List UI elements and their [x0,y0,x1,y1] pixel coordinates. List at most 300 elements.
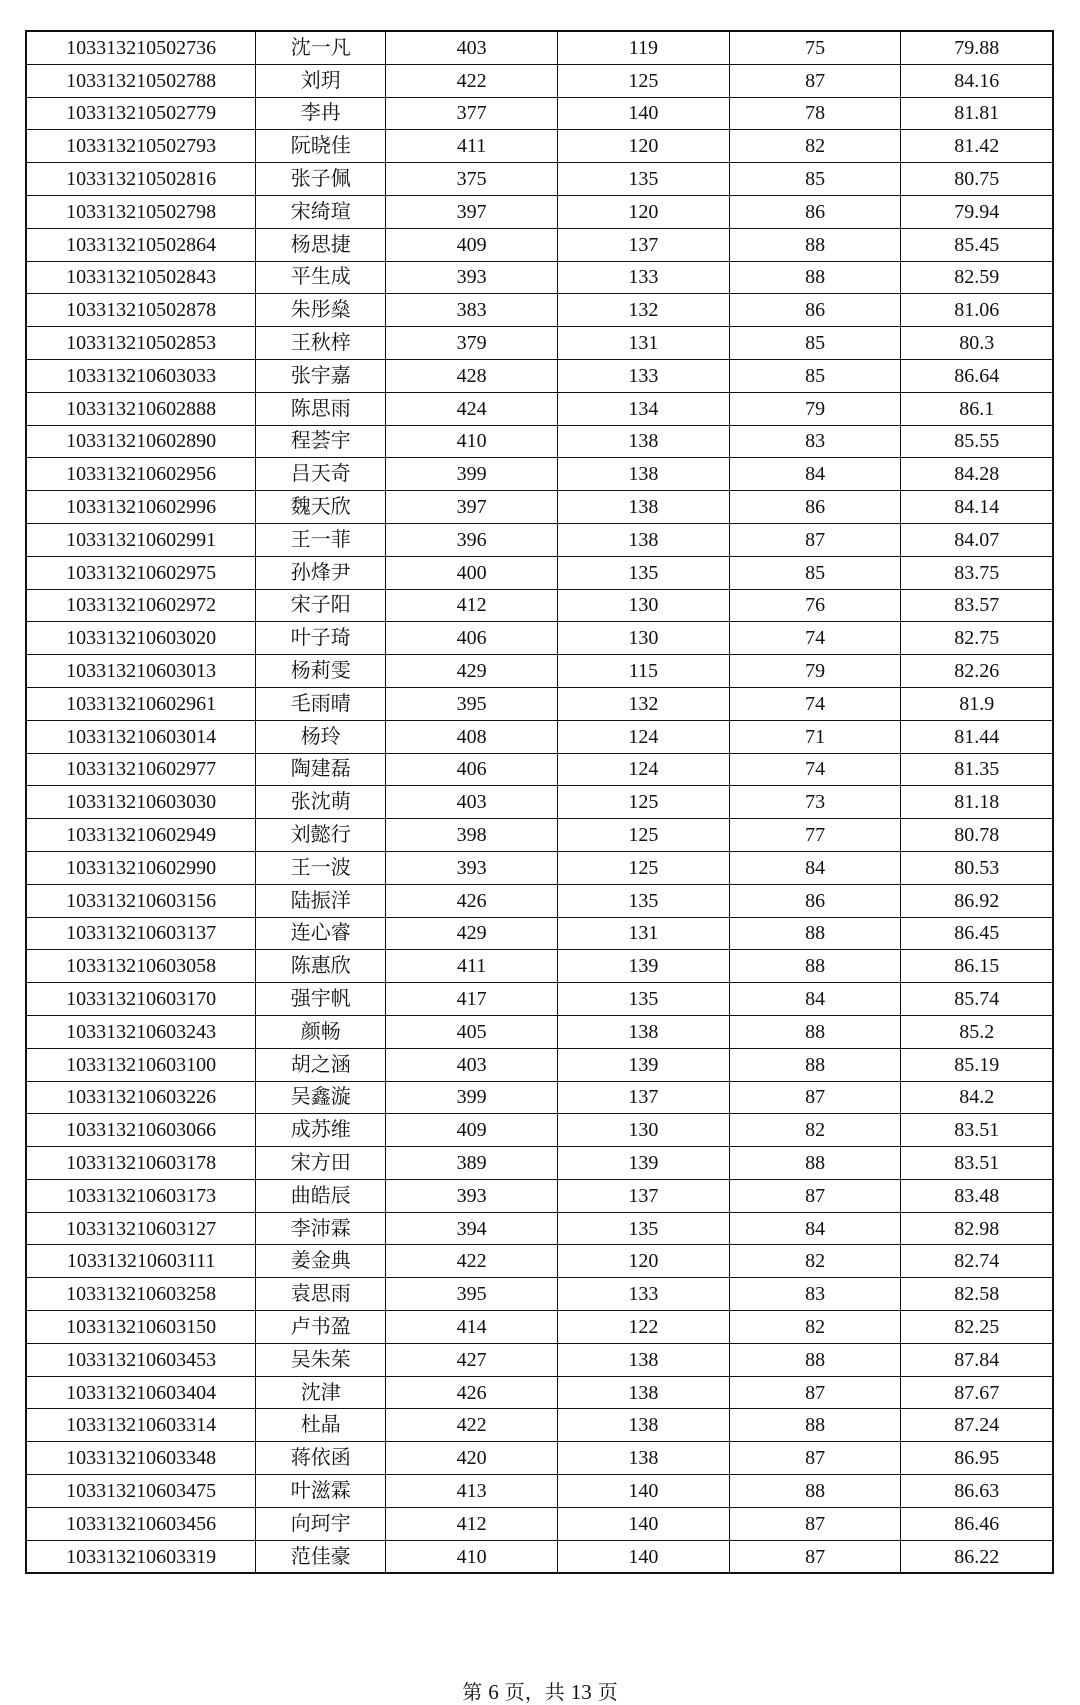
score-cell-2: 138 [558,1343,730,1376]
candidate-id-cell: 103313210502816 [26,163,256,196]
score-cell-3: 88 [729,917,901,950]
score-cell-2: 125 [558,851,730,884]
name-cell: 杜晶 [256,1409,386,1442]
candidate-id-cell: 103313210602961 [26,687,256,720]
name-cell: 朱彤燊 [256,294,386,327]
score-cell-1: 428 [386,359,558,392]
score-cell-1: 393 [386,851,558,884]
score-cell-1: 406 [386,753,558,786]
table-row [26,950,1053,983]
score-cell-2: 138 [558,523,730,556]
score-cell-2: 130 [558,589,730,622]
total-score-cell: 82.59 [901,261,1053,294]
score-cell-2: 138 [558,1442,730,1475]
score-cell-3: 87 [729,523,901,556]
candidate-id-cell: 103313210502853 [26,327,256,360]
table-row [26,1245,1053,1278]
score-cell-1: 395 [386,1278,558,1311]
total-score-cell: 81.35 [901,753,1053,786]
candidate-id-cell: 103313210603170 [26,983,256,1016]
candidate-id-cell: 103313210603243 [26,1015,256,1048]
score-table [25,30,1054,1574]
name-cell: 李沛霖 [256,1212,386,1245]
score-cell-3: 84 [729,983,901,1016]
name-cell: 王一菲 [256,523,386,556]
score-cell-2: 135 [558,1212,730,1245]
score-cell-3: 85 [729,163,901,196]
name-cell: 向珂宇 [256,1507,386,1540]
score-cell-3: 74 [729,753,901,786]
total-score-cell: 85.74 [901,983,1053,1016]
score-cell-3: 86 [729,294,901,327]
table-row [26,1278,1053,1311]
total-score-cell: 83.57 [901,589,1053,622]
score-cell-2: 120 [558,1245,730,1278]
score-cell-2: 139 [558,950,730,983]
name-cell: 曲皓辰 [256,1179,386,1212]
table-row [26,1081,1053,1114]
score-cell-3: 88 [729,950,901,983]
name-cell: 平生成 [256,261,386,294]
name-cell: 张宇嘉 [256,359,386,392]
total-score-cell: 79.88 [901,31,1053,64]
score-cell-1: 403 [386,786,558,819]
name-cell: 宋子阳 [256,589,386,622]
total-score-cell: 83.48 [901,1179,1053,1212]
score-cell-2: 133 [558,359,730,392]
score-cell-1: 397 [386,491,558,524]
score-cell-3: 83 [729,1278,901,1311]
candidate-id-cell: 103313210603150 [26,1311,256,1344]
score-cell-2: 140 [558,1475,730,1508]
name-cell: 宋方田 [256,1147,386,1180]
score-cell-2: 138 [558,458,730,491]
candidate-id-cell: 103313210603058 [26,950,256,983]
name-cell: 程荟宇 [256,425,386,458]
total-score-cell: 83.51 [901,1147,1053,1180]
name-cell: 陆振洋 [256,884,386,917]
score-cell-2: 137 [558,1081,730,1114]
total-score-cell: 81.81 [901,97,1053,130]
score-cell-3: 87 [729,1507,901,1540]
score-cell-3: 88 [729,1015,901,1048]
score-cell-3: 87 [729,64,901,97]
score-cell-2: 135 [558,556,730,589]
score-cell-2: 130 [558,1114,730,1147]
score-cell-1: 396 [386,523,558,556]
total-score-cell: 80.3 [901,327,1053,360]
table-row [26,327,1053,360]
score-cell-1: 383 [386,294,558,327]
name-cell: 陈惠欣 [256,950,386,983]
score-cell-3: 85 [729,359,901,392]
score-cell-1: 398 [386,819,558,852]
name-cell: 杨思捷 [256,228,386,261]
score-cell-1: 412 [386,1507,558,1540]
table-row [26,1409,1053,1442]
name-cell: 张子佩 [256,163,386,196]
total-score-cell: 87.84 [901,1343,1053,1376]
score-cell-2: 130 [558,622,730,655]
score-cell-3: 88 [729,1409,901,1442]
candidate-id-cell: 103313210603173 [26,1179,256,1212]
score-cell-1: 411 [386,130,558,163]
total-score-cell: 81.42 [901,130,1053,163]
total-score-cell: 79.94 [901,195,1053,228]
current-page-number: 6 [488,1680,499,1704]
score-cell-2: 125 [558,64,730,97]
total-score-cell: 87.67 [901,1376,1053,1409]
score-cell-1: 414 [386,1311,558,1344]
name-cell: 王秋梓 [256,327,386,360]
candidate-id-cell: 103313210603033 [26,359,256,392]
score-cell-1: 426 [386,884,558,917]
candidate-id-cell: 103313210603111 [26,1245,256,1278]
score-cell-1: 393 [386,1179,558,1212]
total-score-cell: 83.51 [901,1114,1053,1147]
candidate-id-cell: 103313210502779 [26,97,256,130]
score-cell-3: 79 [729,392,901,425]
score-cell-3: 82 [729,1114,901,1147]
score-cell-1: 427 [386,1343,558,1376]
score-cell-3: 75 [729,31,901,64]
candidate-id-cell: 103313210502788 [26,64,256,97]
total-score-cell: 86.46 [901,1507,1053,1540]
candidate-id-cell: 103313210602972 [26,589,256,622]
candidate-id-cell: 103313210603404 [26,1376,256,1409]
candidate-id-cell: 103313210602890 [26,425,256,458]
table-row [26,753,1053,786]
candidate-id-cell: 103313210603319 [26,1540,256,1573]
total-score-cell: 86.22 [901,1540,1053,1573]
score-cell-2: 132 [558,687,730,720]
total-score-cell: 81.06 [901,294,1053,327]
table-row [26,687,1053,720]
score-cell-2: 135 [558,983,730,1016]
total-score-cell: 85.19 [901,1048,1053,1081]
candidate-id-cell: 103313210603030 [26,786,256,819]
total-score-cell: 87.24 [901,1409,1053,1442]
table-row [26,261,1053,294]
total-score-cell: 85.45 [901,228,1053,261]
candidate-id-cell: 103313210603456 [26,1507,256,1540]
score-cell-2: 137 [558,228,730,261]
table-row [26,97,1053,130]
table-row [26,228,1053,261]
score-cell-3: 88 [729,228,901,261]
table-row [26,819,1053,852]
name-cell: 吕天奇 [256,458,386,491]
candidate-id-cell: 103313210602956 [26,458,256,491]
score-cell-1: 377 [386,97,558,130]
name-cell: 强宇帆 [256,983,386,1016]
candidate-id-cell: 103313210502736 [26,31,256,64]
total-score-cell: 82.58 [901,1278,1053,1311]
score-cell-3: 84 [729,1212,901,1245]
candidate-id-cell: 103313210603156 [26,884,256,917]
name-cell: 宋绮瑄 [256,195,386,228]
score-cell-2: 134 [558,392,730,425]
score-cell-2: 124 [558,753,730,786]
name-cell: 胡之涵 [256,1048,386,1081]
table-row [26,163,1053,196]
candidate-id-cell: 103313210603258 [26,1278,256,1311]
candidate-id-cell: 103313210602977 [26,753,256,786]
table-row [26,294,1053,327]
table-row [26,851,1053,884]
score-cell-2: 119 [558,31,730,64]
name-cell: 杨玲 [256,720,386,753]
score-cell-2: 115 [558,655,730,688]
table-row [26,1540,1053,1573]
score-cell-1: 397 [386,195,558,228]
score-cell-3: 73 [729,786,901,819]
score-cell-3: 88 [729,1048,901,1081]
table-row [26,31,1053,64]
table-row [26,556,1053,589]
score-cell-3: 82 [729,130,901,163]
total-pages-number: 13 [570,1680,592,1704]
score-cell-2: 138 [558,491,730,524]
total-score-cell: 80.78 [901,819,1053,852]
score-cell-1: 405 [386,1015,558,1048]
score-cell-2: 140 [558,1507,730,1540]
name-cell: 陶建磊 [256,753,386,786]
total-score-cell: 82.25 [901,1311,1053,1344]
score-cell-1: 410 [386,1540,558,1573]
total-score-cell: 80.53 [901,851,1053,884]
name-cell: 陈思雨 [256,392,386,425]
table-row [26,720,1053,753]
page-footer [0,1676,1080,1705]
candidate-id-cell: 103313210502793 [26,130,256,163]
score-cell-1: 417 [386,983,558,1016]
total-score-cell: 86.63 [901,1475,1053,1508]
name-cell: 袁思雨 [256,1278,386,1311]
score-cell-3: 78 [729,97,901,130]
score-cell-3: 84 [729,458,901,491]
score-cell-3: 82 [729,1311,901,1344]
score-cell-3: 88 [729,1147,901,1180]
total-score-cell: 85.55 [901,425,1053,458]
candidate-id-cell: 103313210603127 [26,1212,256,1245]
score-cell-2: 133 [558,261,730,294]
total-score-cell: 86.45 [901,917,1053,950]
score-cell-1: 429 [386,655,558,688]
name-cell: 吴鑫漩 [256,1081,386,1114]
score-cell-2: 139 [558,1048,730,1081]
score-cell-2: 133 [558,1278,730,1311]
table-row [26,491,1053,524]
table-row [26,589,1053,622]
score-cell-2: 135 [558,884,730,917]
score-cell-3: 86 [729,884,901,917]
candidate-id-cell: 103313210603066 [26,1114,256,1147]
candidate-id-cell: 103313210603020 [26,622,256,655]
table-row [26,1114,1053,1147]
score-cell-2: 125 [558,819,730,852]
score-cell-1: 399 [386,458,558,491]
score-cell-1: 399 [386,1081,558,1114]
score-cell-1: 412 [386,589,558,622]
candidate-id-cell: 103313210502798 [26,195,256,228]
total-score-cell: 81.44 [901,720,1053,753]
candidate-id-cell: 103313210603014 [26,720,256,753]
score-cell-2: 135 [558,163,730,196]
candidate-id-cell: 103313210602991 [26,523,256,556]
score-cell-1: 411 [386,950,558,983]
name-cell: 杨莉雯 [256,655,386,688]
table-row [26,458,1053,491]
table-row [26,1343,1053,1376]
score-cell-1: 403 [386,1048,558,1081]
total-score-cell: 86.15 [901,950,1053,983]
name-cell: 叶子琦 [256,622,386,655]
score-cell-3: 85 [729,556,901,589]
score-cell-2: 138 [558,1015,730,1048]
score-cell-2: 124 [558,720,730,753]
score-cell-1: 400 [386,556,558,589]
score-cell-1: 410 [386,425,558,458]
score-cell-1: 424 [386,392,558,425]
name-cell: 刘懿行 [256,819,386,852]
candidate-id-cell: 103313210603137 [26,917,256,950]
name-cell: 沈津 [256,1376,386,1409]
candidate-id-cell: 103313210502864 [26,228,256,261]
candidate-id-cell: 103313210602888 [26,392,256,425]
table-row [26,1179,1053,1212]
name-cell: 叶滋霖 [256,1475,386,1508]
name-cell: 王一波 [256,851,386,884]
score-cell-3: 74 [729,622,901,655]
score-cell-2: 140 [558,97,730,130]
footer-suffix: 页 [597,1680,618,1704]
score-cell-3: 88 [729,1475,901,1508]
score-cell-1: 389 [386,1147,558,1180]
score-cell-1: 422 [386,1245,558,1278]
candidate-id-cell: 103313210603178 [26,1147,256,1180]
candidate-id-cell: 103313210603314 [26,1409,256,1442]
table-row [26,425,1053,458]
total-score-cell: 86.64 [901,359,1053,392]
name-cell: 孙烽尹 [256,556,386,589]
score-cell-3: 83 [729,425,901,458]
score-cell-1: 429 [386,917,558,950]
table-row [26,1147,1053,1180]
score-cell-1: 420 [386,1442,558,1475]
score-cell-2: 139 [558,1147,730,1180]
score-cell-2: 125 [558,786,730,819]
score-cell-1: 393 [386,261,558,294]
score-cell-3: 87 [729,1179,901,1212]
total-score-cell: 81.18 [901,786,1053,819]
name-cell: 李冉 [256,97,386,130]
score-cell-1: 422 [386,64,558,97]
score-cell-3: 76 [729,589,901,622]
name-cell: 阮晓佳 [256,130,386,163]
score-table-body [26,31,1053,1573]
score-cell-3: 74 [729,687,901,720]
score-cell-2: 120 [558,130,730,163]
score-cell-2: 131 [558,917,730,950]
total-score-cell: 82.75 [901,622,1053,655]
score-cell-3: 86 [729,195,901,228]
table-row [26,917,1053,950]
table-row [26,195,1053,228]
name-cell: 毛雨晴 [256,687,386,720]
table-row [26,655,1053,688]
score-cell-1: 403 [386,31,558,64]
score-cell-3: 85 [729,327,901,360]
table-row [26,1376,1053,1409]
score-cell-3: 84 [729,851,901,884]
table-row [26,1475,1053,1508]
total-score-cell: 86.95 [901,1442,1053,1475]
candidate-id-cell: 103313210603453 [26,1343,256,1376]
candidate-id-cell: 103313210602990 [26,851,256,884]
table-row [26,392,1053,425]
table-row [26,622,1053,655]
total-score-cell: 84.14 [901,491,1053,524]
score-cell-2: 120 [558,195,730,228]
score-cell-3: 71 [729,720,901,753]
name-cell: 吴朱茱 [256,1343,386,1376]
score-cell-3: 77 [729,819,901,852]
table-row [26,884,1053,917]
score-cell-3: 82 [729,1245,901,1278]
table-row [26,1311,1053,1344]
name-cell: 刘玥 [256,64,386,97]
table-row [26,523,1053,556]
score-cell-1: 426 [386,1376,558,1409]
footer-middle: 页，共 [504,1680,565,1704]
score-cell-3: 88 [729,261,901,294]
score-cell-1: 413 [386,1475,558,1508]
total-score-cell: 86.1 [901,392,1053,425]
name-cell: 魏天欣 [256,491,386,524]
score-cell-1: 408 [386,720,558,753]
total-score-cell: 82.26 [901,655,1053,688]
candidate-id-cell: 103313210502843 [26,261,256,294]
total-score-cell: 80.75 [901,163,1053,196]
name-cell: 成苏维 [256,1114,386,1147]
table-row [26,1015,1053,1048]
score-cell-2: 132 [558,294,730,327]
candidate-id-cell: 103313210603013 [26,655,256,688]
score-cell-1: 406 [386,622,558,655]
name-cell: 颜畅 [256,1015,386,1048]
score-cell-1: 422 [386,1409,558,1442]
total-score-cell: 84.16 [901,64,1053,97]
candidate-id-cell: 103313210602975 [26,556,256,589]
table-row [26,1048,1053,1081]
score-cell-3: 86 [729,491,901,524]
total-score-cell: 82.98 [901,1212,1053,1245]
name-cell: 卢书盈 [256,1311,386,1344]
total-score-cell: 84.28 [901,458,1053,491]
table-row [26,983,1053,1016]
score-cell-2: 137 [558,1179,730,1212]
score-cell-1: 375 [386,163,558,196]
table-row [26,1212,1053,1245]
table-row [26,359,1053,392]
total-score-cell: 85.2 [901,1015,1053,1048]
footer-prefix: 第 [462,1680,483,1704]
score-cell-2: 138 [558,1409,730,1442]
candidate-id-cell: 103313210502878 [26,294,256,327]
total-score-cell: 84.07 [901,523,1053,556]
score-cell-1: 379 [386,327,558,360]
